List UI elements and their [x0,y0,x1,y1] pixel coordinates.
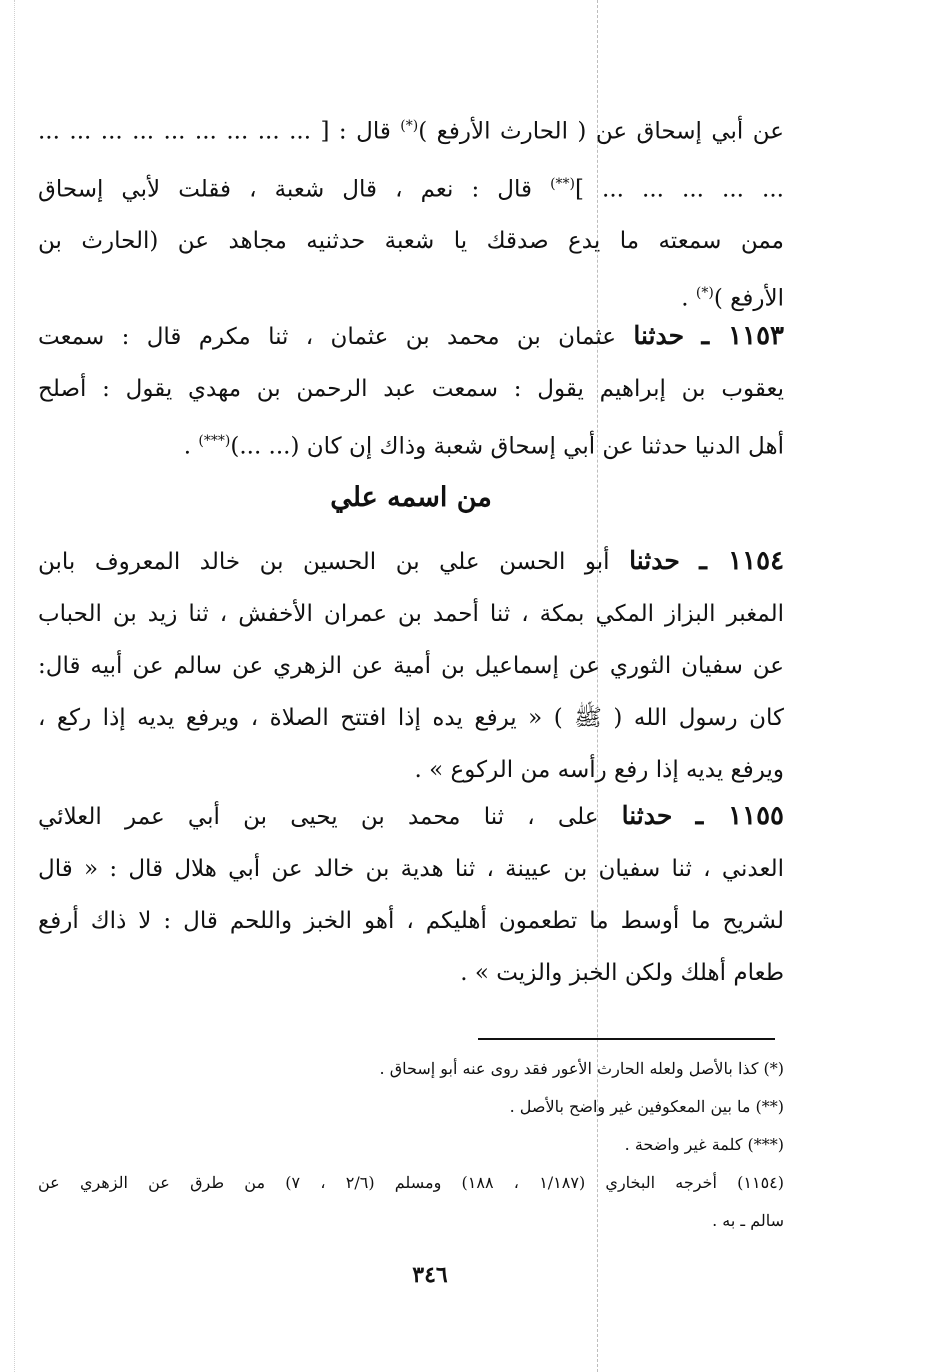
line-text: ... ... ... ... ... ] [575,176,784,203]
line-text: العدني ، ثنا سفيان بن عيينة ، ثنا هدية بن خالد عن أبي هلال قال : « قال [38,856,784,882]
footnote: سالم ـ به . [712,1211,784,1230]
text-line [38,158,784,216]
page-number: ٣٤٦ [412,1262,448,1288]
line-text: ممن سمعته ما يدع صدقك يا شعبة حدثنيه مجاهد عن (الحارث بن [38,228,784,255]
footnote: (١١٥٤) أخرجه البخاري (١/١٨٧ ، ١٨٨) ومسلم (٢/٦ ، ٧) من طرق عن الزهري عن [38,1173,784,1192]
footnotes [38,1050,784,1240]
text-line [38,895,784,947]
line-text: . [183,433,199,460]
hadith-number: ١١٥٣ ـ [701,321,784,351]
footnote: (*) كذا بالأصل ولعله الحارث الأعور فقد روى عنه أبو إسحاق . [379,1059,784,1078]
text-line [38,692,784,744]
line-text: الأرفع ) [713,285,784,312]
footnote-separator [478,1038,775,1040]
line-text: قال : نعم ، قال شعبة ، فقلت لأبي إسحاق [38,176,551,203]
line-text: طعام أهلك ولكن الخبز والزيت » . [460,960,784,986]
footnote-marker: (*) [400,118,419,134]
line-text: لشريح ما أوسط ما تطعمون أهليكم ، أهو الخبز واللحم قال : لا ذاك أرفع [38,908,784,934]
text-line [38,947,784,999]
text-line [38,640,784,692]
footnote: (***) كلمة غير واضحة . [624,1135,784,1154]
footnote: (**) ما بين المعكوفين غير واضح بالأصل . [509,1097,784,1116]
hadith-keyword: حدثنا [621,801,673,830]
hadith-1155 [38,790,784,999]
footnote-marker: (**) [550,175,575,192]
hadith-1153 [38,310,784,473]
line-text: عن سفيان الثوري عن إسماعيل بن أمية عن الزهري عن سالم عن أبيه قال: [38,653,784,679]
text-line [38,310,784,363]
hadith-keyword: حدثنا [633,321,685,350]
text-line [38,535,784,588]
footnote-marker: (*) [695,285,714,302]
line-text: أبو الحسن علي بن الحسين بن خالد المعروف بابن [38,549,630,575]
line-text: قال : [ ... ... ... ... ... ... ... ... ... [38,118,401,145]
text-line [38,363,784,415]
text-line [38,588,784,640]
footnote-marker: (***) [198,433,231,449]
text-line [38,415,784,473]
paragraph-continuation [38,100,784,325]
text-line [38,215,784,267]
line-text: على ، ثنا محمد بن يحيى بن أبي عمر العلائي [38,804,622,830]
hadith-1154 [38,535,784,796]
line-text: كان رسول الله ( ﷺ ) « يرفع يده إذا افتتح الصلاة ، ويرفع يديه إذا ركع ، [38,705,784,731]
line-text: يعقوب بن إبراهيم يقول : سمعت عبد الرحمن بن مهدي يقول : أصلح [38,376,784,402]
hadith-number: ١١٥٥ ـ [695,801,784,831]
line-text: عن أبي إسحاق عن ( الحارث الأرفع ) [418,118,784,145]
line-text: ويرفع يديه إذا رفع رأسه من الركوع » . [414,757,784,783]
line-text: المغبر البزاز المكي بمكة ، ثنا أحمد بن عمران الأخفش ، ثنا زيد بن الحباب [38,601,784,627]
line-text: أهل الدنيا حدثنا عن أبي إسحاق شعبة وذاك إن كان (... ...) [230,433,784,460]
text-line [38,790,784,843]
line-text: عثمان بن محمد بن عثمان ، ثنا مكرم قال : سمعت [38,324,634,350]
text-line [38,843,784,895]
hadith-number: ١١٥٤ ـ [699,546,784,576]
text-line [38,744,784,796]
section-heading: من اسمه علي [330,482,492,513]
text-line [38,100,784,158]
line-text: . [681,285,696,312]
scan-edge-line [14,0,15,1372]
hadith-keyword: حدثنا [629,546,680,575]
